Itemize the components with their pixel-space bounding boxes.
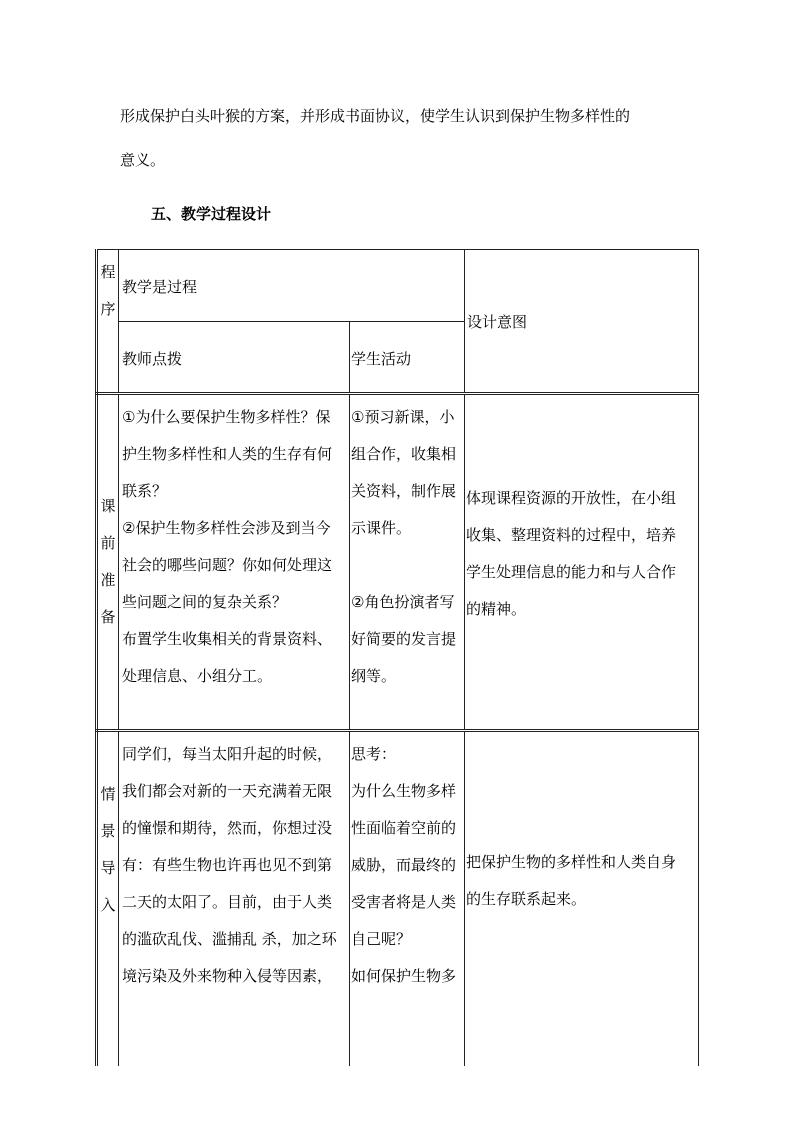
student-activity-cell <box>350 731 465 1067</box>
text-line: 的精神。 <box>466 600 527 618</box>
teaching-process-table <box>95 249 699 1066</box>
text-line: 自己呢？ <box>351 930 412 948</box>
text-line: 好简要的发言提 <box>351 630 457 648</box>
text-line: 纲等。 <box>351 667 397 685</box>
stage-char: 入 <box>100 896 116 914</box>
stage-char: 准 <box>100 571 116 589</box>
text-line: 的生存联系起来。 <box>466 890 587 908</box>
text-line: 护生物多样性和人类的生存有何 <box>122 445 333 463</box>
text-line: ①为什么要保护生物多样性？保 <box>122 408 331 426</box>
intro-paragraph-line-2: 意义。 <box>120 151 166 169</box>
text-line: 布置学生收集相关的背景资料、 <box>122 630 333 648</box>
text-line: 联系？ <box>122 482 168 500</box>
header-student-activity: 学生活动 <box>351 350 412 368</box>
text-line: 有：有些生物也许再也见不到第 <box>122 856 333 874</box>
text-line: ②保护生物多样性会涉及到当今 <box>122 519 331 537</box>
text-line: ①预习新课，小 <box>351 408 455 426</box>
header-student-activity-cell <box>350 322 465 394</box>
stage-char: 景 <box>100 822 116 840</box>
text-line: 威胁，而最终的 <box>351 856 457 874</box>
text-line: 如何保护生物多 <box>351 967 457 985</box>
text-line: 些问题之间的复杂关系？ <box>122 593 288 611</box>
text-line: 的憧憬和期待，然而，你想过没 <box>122 819 333 837</box>
header-procedure-char: 序 <box>100 300 116 318</box>
text-line: 性面临着空前的 <box>351 819 457 837</box>
text-line: 同学们，每当太阳升起的时候， <box>122 745 333 763</box>
text-line: 学生处理信息的能力和与人合作 <box>466 563 677 581</box>
section-heading: 五、教学过程设计 <box>151 205 272 223</box>
stage-char: 备 <box>100 608 116 626</box>
text-line: ②角色扮演者写 <box>351 593 455 611</box>
stage-cell <box>97 731 119 1067</box>
stage-char: 情 <box>100 785 116 803</box>
text-line <box>351 547 462 584</box>
text-line: 处理信息、小组分工。 <box>122 667 273 685</box>
design-intent-cell <box>465 731 699 1067</box>
text-line: 示课件。 <box>351 519 412 537</box>
stage-cell <box>97 394 119 731</box>
text-line: 为什么生物多样 <box>351 782 457 800</box>
text-line: 组合作，收集相 <box>351 445 457 463</box>
intro-paragraph-line-1: 形成保护白头叶猴的方案，并形成书面协议，使学生认识到保护生物多样性的 <box>120 107 631 125</box>
student-activity-cell <box>350 394 465 731</box>
text-line: 思考： <box>351 745 397 763</box>
text-line: 受害者将是人类 <box>351 893 457 911</box>
text-line: 把保护生物的多样性和人类自身 <box>466 853 677 871</box>
header-teaching-process-cell <box>119 250 465 322</box>
teacher-guidance-cell <box>119 731 350 1067</box>
header-teacher-guidance: 教师点拨 <box>122 350 183 368</box>
text-line: 社会的哪些问题？你如何处理这 <box>122 556 333 574</box>
text-line: 收集、整理资料的过程中，培养 <box>466 526 677 544</box>
text-line: 我们都会对新的一天充满着无限 <box>122 782 333 800</box>
stage-char: 课 <box>100 497 116 515</box>
teacher-guidance-cell <box>119 394 350 731</box>
header-design-intent-cell <box>465 250 699 394</box>
design-intent-cell <box>465 394 699 731</box>
text-line: 的滥砍乱伐、滥捕乱 杀，加之环 <box>122 930 337 948</box>
text-line: 二天的太阳了。目前，由于人类 <box>122 893 333 911</box>
stage-char: 前 <box>100 534 116 552</box>
text-line: 体现课程资源的开放性，在小组 <box>466 489 677 507</box>
stage-char: 导 <box>100 859 116 877</box>
header-teaching-process: 教学是过程 <box>122 278 198 296</box>
text-line: 关资料，制作展 <box>351 482 457 500</box>
header-design-intent: 设计意图 <box>467 312 528 331</box>
header-teacher-guidance-cell <box>119 322 350 394</box>
text-line: 境污染及外来物种入侵等因素， <box>122 967 333 985</box>
header-procedure-cell <box>97 250 119 394</box>
header-procedure-char: 程 <box>100 263 116 281</box>
